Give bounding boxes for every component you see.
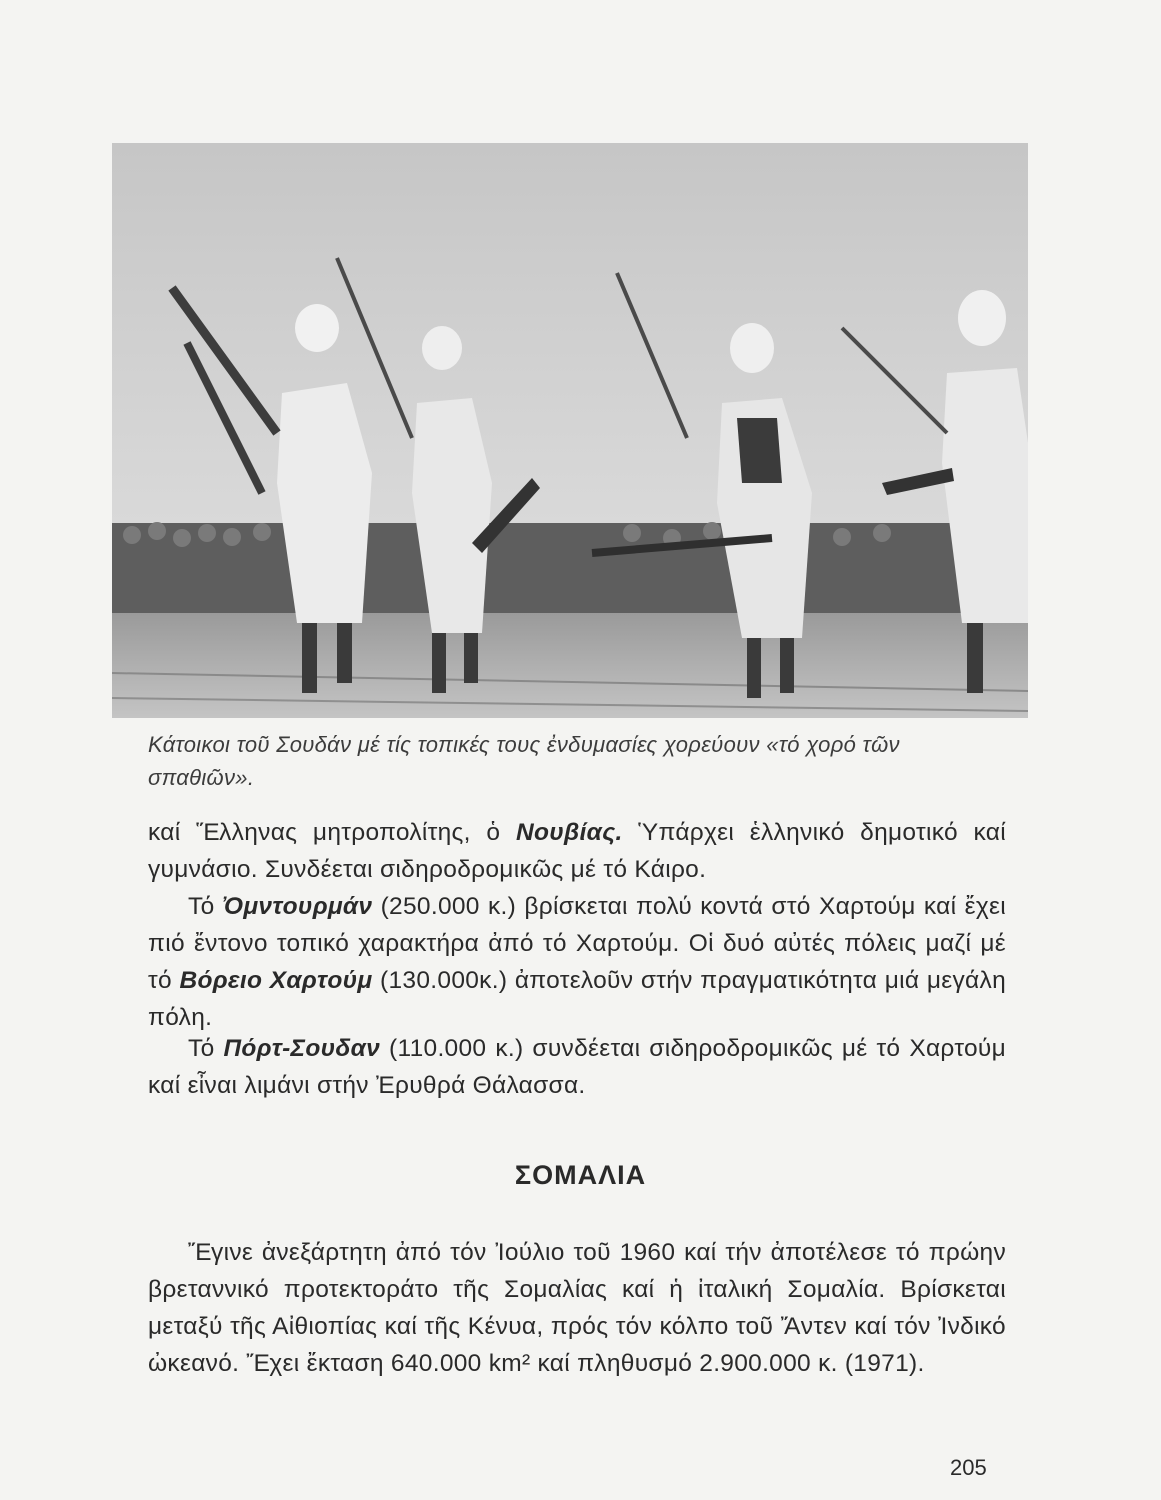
p2-text-b: (110.000 κ.) συνδέεται σιδηροδρομικῶς μέ τό Χαρτούμ καί εἶναι λιμάνι στήν Ἐρυθρά Θάλασσα. [148,1035,1006,1099]
page-number: 205 [950,1455,987,1480]
p1-text-a: καί Ἕλληνας μητροπολίτης, ὁ [148,819,516,846]
photo-icon [112,143,1028,718]
place-north-khartoum: Βόρειο Χαρτούμ [179,967,373,994]
p2-text-a: Τό [188,1035,224,1062]
paragraph-nubia-omdurman [148,814,1006,1036]
photo-caption: Κάτοικοι τοῦ Σουδάν μέ τίς τοπικές τους ἐνδυμασίες χορεύουν «τό χορό τῶν σπαθιῶν». [148,732,900,790]
p1-text-b: Ὑπάρχει ἑλληνικό δημοτικό καί γυμνάσιο. Συνδέεται σιδηροδρομικῶς μέ τό Κάιρο. [148,819,1006,883]
p1-text-c: Τό [188,893,223,920]
paragraph-port-sudan [148,1030,1006,1104]
sword-dance-photo [112,143,1028,718]
place-omdurman: Ὀμντουρμάν [222,893,373,920]
p1-text-d: (250.000 κ.) βρίσκεται πολύ κοντά στό Χαρτούμ καί ἔχει πιό ἔντονο τοπικό χαρακτήρα ἀπό τό Χαρτούμ. Οἱ δυό αὐτές πόλεις μαζί μέ τό [148,893,1007,994]
section-heading-somalia: ΣΟΜΑΛΙΑ [514,1160,647,1190]
p3-text: Ἔγινε ἀνεξάρτητη ἀπό τόν Ἰούλιο τοῦ 1960 καί τήν ἀποτέλεσε τό πρώην βρεταννικό προτεκτοράτο τῆς Σομαλίας καί ἡ ἰταλική Σομαλία. Βρίσκεται μεταξύ τῆς Αἰθιοπίας καί τῆς Κένυα, πρός τόν κόλπο τοῦ Ἄντεν καί τόν Ἰνδικό ὠκεανό. Ἔχει ἔκταση 640.000 km² καί πληθυσμό 2.900.000 κ. (1971). [148,1239,1006,1377]
paragraph-somalia [148,1234,1006,1382]
p1-text-e: (130.000κ.) ἀποτελοῦν στήν πραγματικότητα μιά μεγάλη πόλη. [148,967,1006,1031]
place-port-sudan: Πόρτ-Σουδαν [223,1035,381,1062]
place-nubia: Νουβίας. [515,819,623,846]
